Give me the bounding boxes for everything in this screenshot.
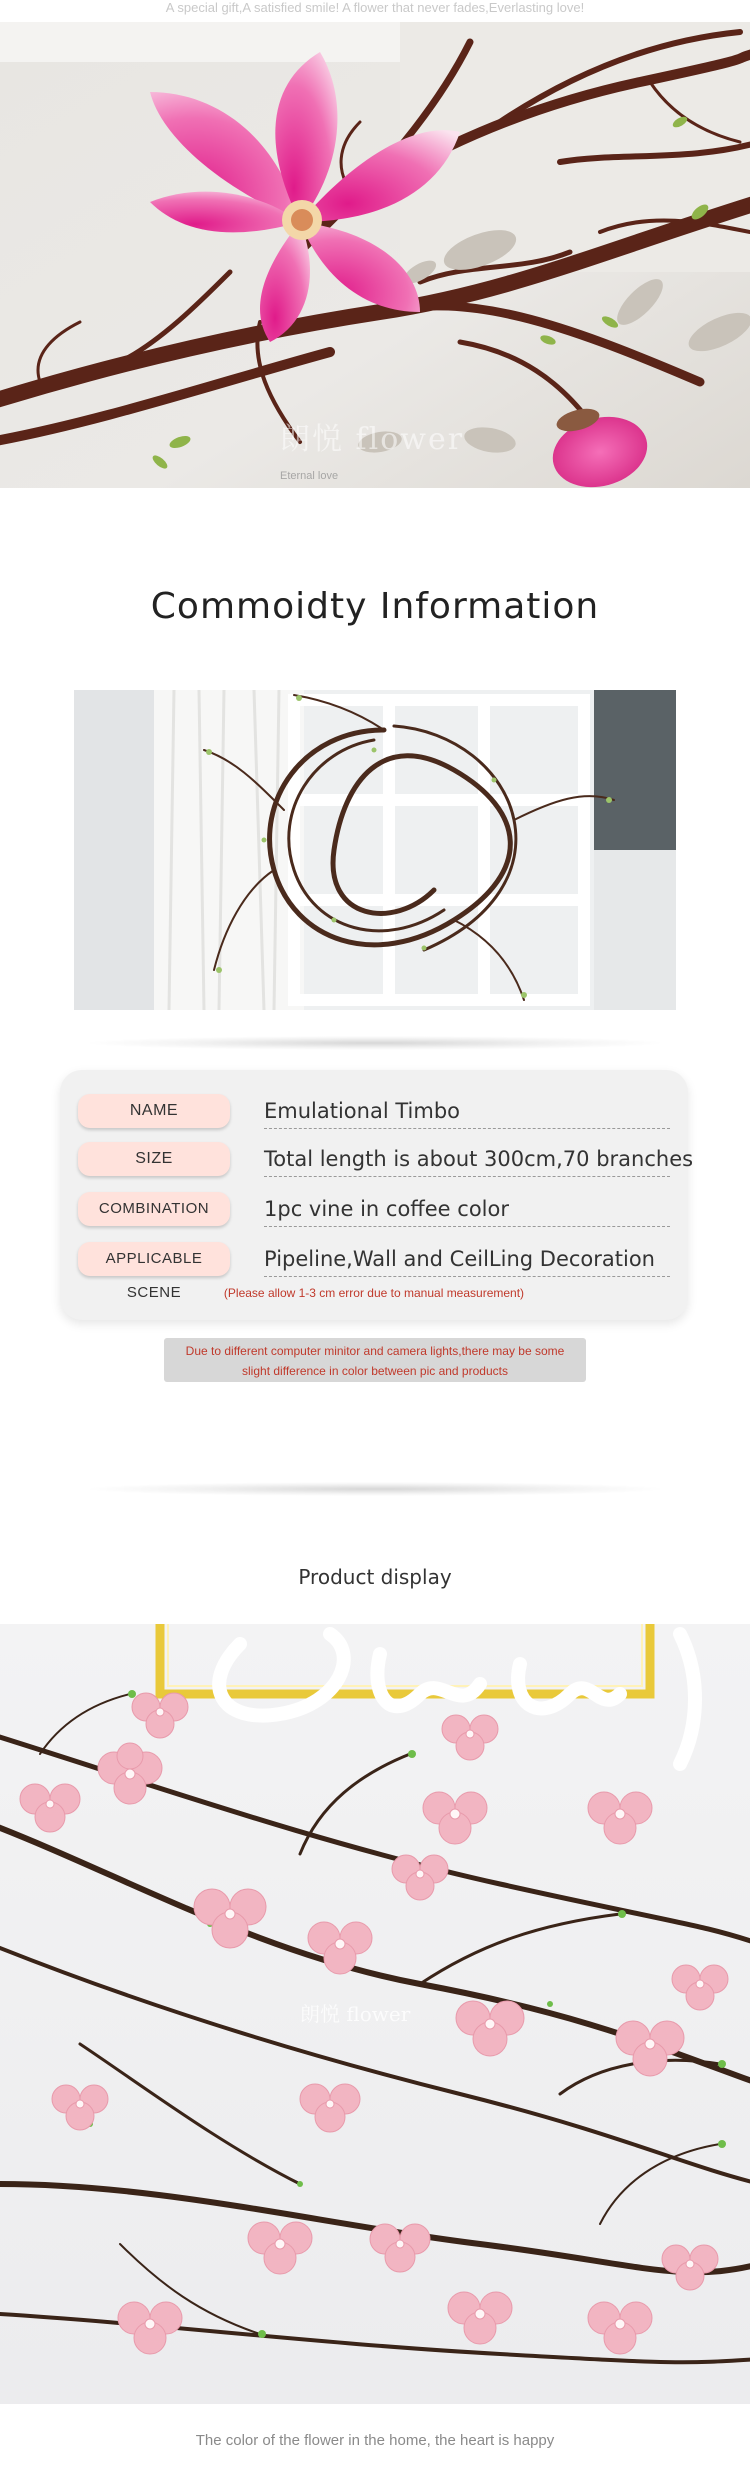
info-label-size: SIZE	[78, 1142, 230, 1176]
product-display-title: Product display	[298, 1565, 452, 1589]
section-title: Commoidty Information	[150, 586, 600, 627]
footer-caption: The color of the flower in the home, the heart is happy	[195, 2432, 555, 2449]
info-label-scene: APPLICABLE SCENE	[78, 1242, 230, 1276]
info-value-scene: Pipeline,Wall and CeilLing Decoration	[264, 1240, 670, 1277]
info-row-combination	[78, 1190, 670, 1230]
wreath-image	[74, 690, 676, 1010]
info-value-combination: 1pc vine in coffee color	[264, 1190, 670, 1227]
product-watermark: 朗悦 flower	[300, 2002, 411, 2026]
hero-image	[0, 22, 750, 488]
hero-watermark: 朗悦 flower	[280, 422, 465, 457]
info-label-name: NAME	[78, 1094, 230, 1128]
product-display-image	[0, 1624, 750, 2404]
measurement-note: (Please allow 1-3 cm error due to manual measurement)	[223, 1286, 525, 1300]
info-row-size	[78, 1140, 694, 1180]
section-divider	[90, 1482, 660, 1496]
info-row-name	[78, 1092, 670, 1132]
color-disclaimer	[164, 1338, 586, 1382]
info-label-combination: COMBINATION	[78, 1192, 230, 1226]
info-value-name: Emulational Timbo	[264, 1092, 670, 1129]
hero-watermark-sub: Eternal love	[280, 470, 339, 482]
disclaimer-line-1: Due to different computer minitor and camera lights,there may be some	[185, 1344, 565, 1358]
section-divider	[90, 1036, 660, 1050]
disclaimer-line-2: slight difference in color between pic and products	[242, 1364, 508, 1378]
slogan-text: A special gift,A satisfied smile! A flower that never fades,Everlasting love!	[165, 0, 585, 15]
wreath-illustration	[74, 690, 676, 1010]
info-value-size: Total length is about 300cm,70 branches	[264, 1140, 670, 1177]
commodity-info-card	[60, 1070, 694, 1320]
